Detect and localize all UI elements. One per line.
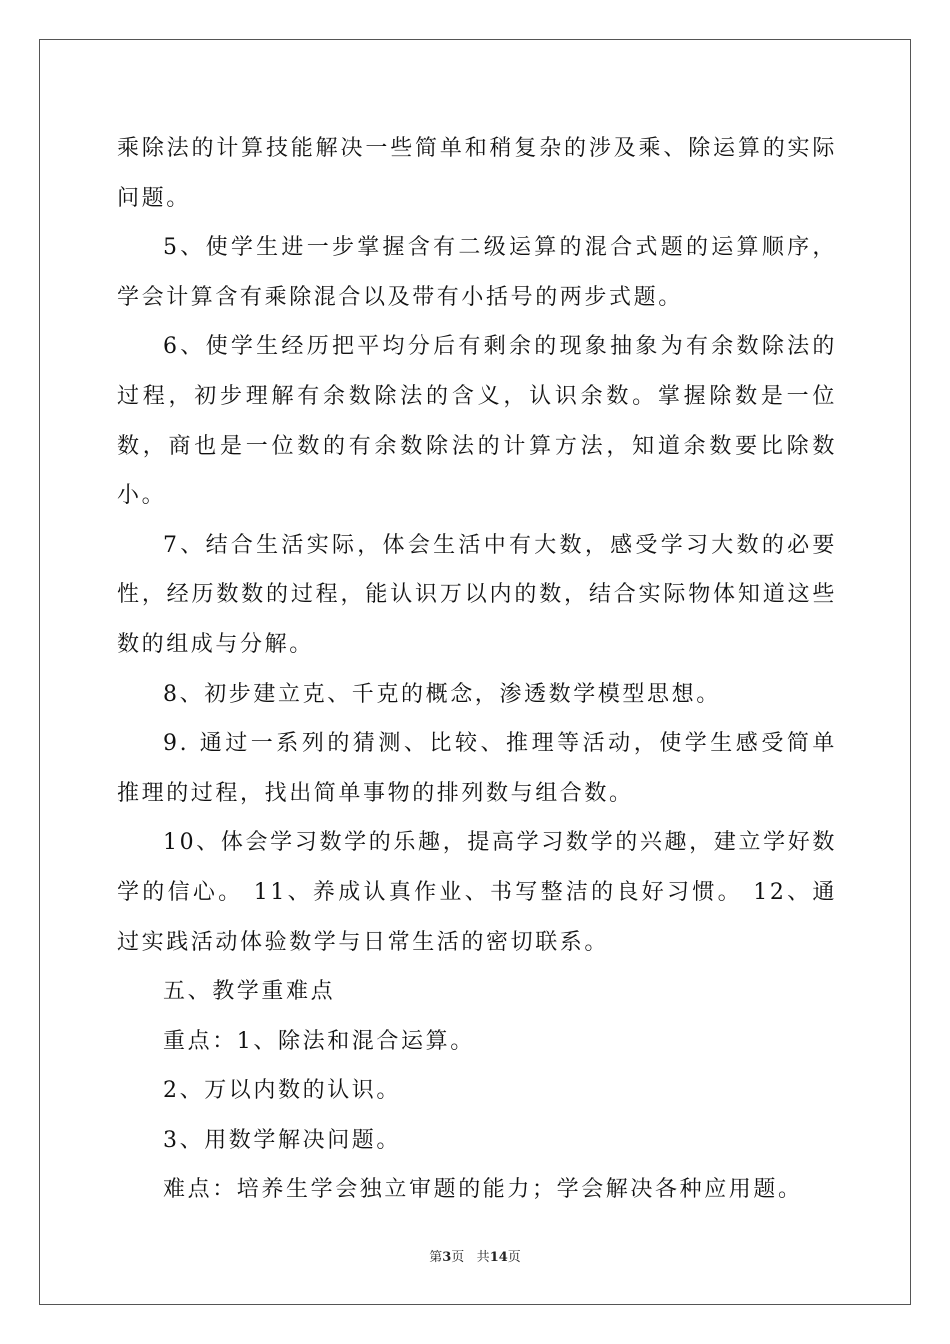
footer-page-prefix: 第 bbox=[429, 1250, 443, 1265]
paragraph-item-6: 6、使学生经历把平均分后有剩余的现象抽象为有余数除法的过程，初步理解有余数除法的含义，认识余数。掌握除数是一位数，商也是一位数的有余数除法的计算方法，知道余数要比除数小。 bbox=[117, 334, 837, 509]
paragraph-item-5: 5、使学生进一步掌握含有二级运算的混合式题的运算顺序，学会计算含有乘除混合以及带有小括号的两步式题。 bbox=[117, 235, 837, 310]
difficult-points: 难点：培养生学会独立审题的能力；学会解决各种应用题。 bbox=[163, 1177, 803, 1203]
document-body bbox=[117, 124, 837, 1215]
footer-total-prefix: 共 bbox=[476, 1250, 490, 1265]
key-point-3: 3、用数学解决问题。 bbox=[163, 1127, 401, 1153]
paragraph-item-8: 8、初步建立克、千克的概念，渗透数学模型思想。 bbox=[163, 681, 721, 707]
key-point-2: 2、万以内数的认识。 bbox=[163, 1078, 401, 1104]
footer-total-pages: 14 bbox=[489, 1250, 508, 1265]
paragraph-continuation: 乘除法的计算技能解决一些简单和稍复杂的涉及乘、除运算的实际问题。 bbox=[117, 136, 837, 211]
footer-page-number: 3 bbox=[442, 1250, 452, 1265]
paragraph-item-9: 9. 通过一系列的猜测、比较、推理等活动，使学生感受简单推理的过程，找出简单事物的排列数与组合数。 bbox=[117, 731, 837, 806]
footer-page-suffix: 页 bbox=[451, 1250, 465, 1265]
section-heading: 五、教学重难点 bbox=[163, 979, 336, 1005]
paragraph-items-10-12: 10、体会学习数学的乐趣，提高学习数学的兴趣，建立学好数学的信心。 11、养成认真作业、书写整洁的良好习惯。 12、通过实践活动体验数学与日常生活的密切联系。 bbox=[117, 830, 837, 955]
paragraph-item-7: 7、结合生活实际，体会生活中有大数，感受学习大数的必要性，经历数数的过程，能认识万以内的数，结合实际物体知道这些数的组成与分解。 bbox=[117, 532, 837, 657]
page-footer bbox=[0, 1246, 950, 1265]
footer-total-suffix: 页 bbox=[507, 1250, 521, 1265]
key-points: 重点：1、除法和混合运算。 bbox=[163, 1028, 475, 1054]
